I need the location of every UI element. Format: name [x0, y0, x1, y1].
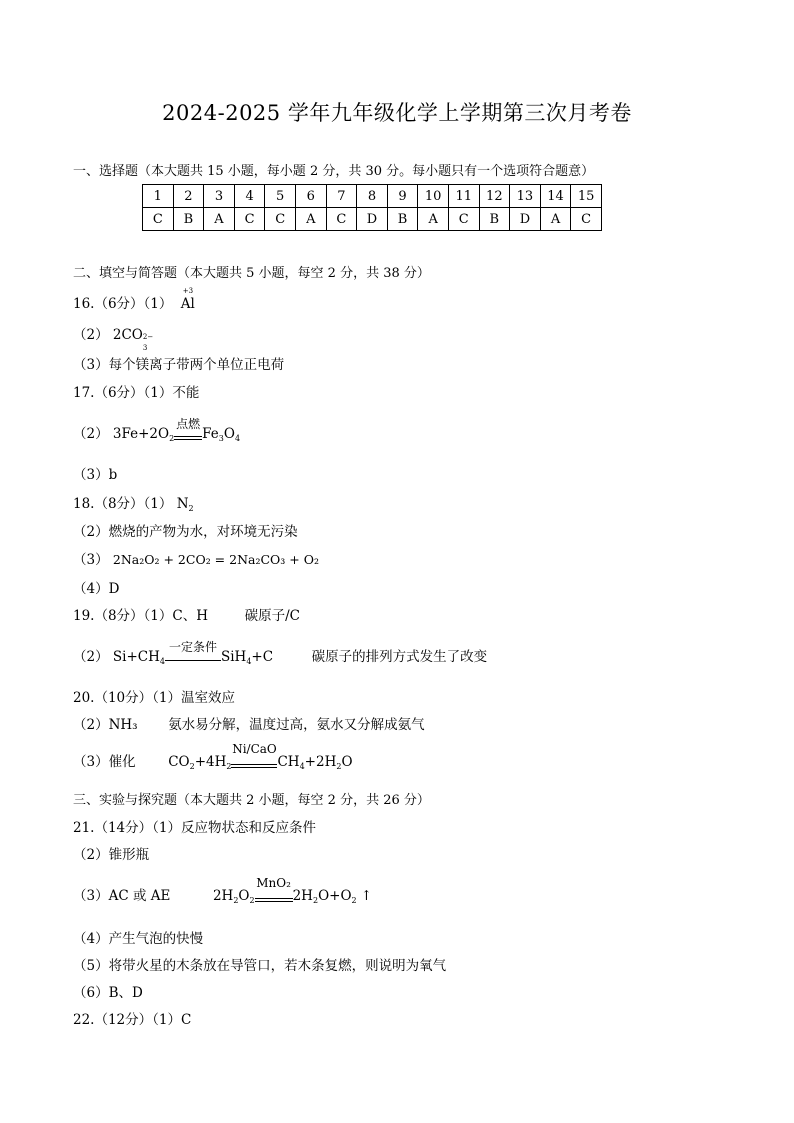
question-number: 7 — [326, 185, 357, 208]
q20-part1: 20.（10分）（1）温室效应 — [73, 690, 235, 706]
formula-sub: 3 — [142, 344, 148, 352]
answer-table — [142, 184, 602, 231]
question-number: 8 — [357, 185, 388, 208]
reaction-condition: 一定条件 — [168, 640, 217, 654]
reaction-condition: MnO₂ — [256, 876, 291, 890]
question-number: 3 — [204, 185, 235, 208]
question-number: 13 — [510, 185, 541, 208]
equation-right: Fe — [202, 426, 219, 442]
question-number: 10 — [418, 185, 449, 208]
question-number: 12 — [479, 185, 510, 208]
formula-sub: 4 — [234, 434, 241, 443]
q18-part1 — [73, 492, 194, 513]
formula-sub: 4 — [246, 657, 252, 666]
formula-sub: 2 — [351, 896, 357, 905]
reaction-line — [165, 660, 221, 663]
equation-right-end: +2H — [304, 754, 337, 770]
charge-sup: 2− — [142, 333, 154, 341]
answer-cell: C — [234, 208, 265, 231]
q21-part6: （6）B、D — [73, 985, 143, 1001]
answer-cell: A — [418, 208, 449, 231]
question-number: 2 — [173, 185, 204, 208]
nitrogen-formula: N — [176, 496, 189, 512]
valence-label: +3 — [182, 287, 194, 295]
peroxide-equation: 2Na₂O₂ + 2CO₂ = 2Na₂CO₃ + O₂ — [112, 552, 319, 567]
q17-part2 — [73, 417, 241, 443]
equation-right-o: O — [223, 426, 235, 442]
q16-part2-label: （2） — [73, 327, 109, 343]
formula-sub: 4 — [159, 657, 165, 666]
q19-part1-text: 19.（8分）（1）C、H — [73, 608, 208, 624]
q21-part1: 21.（14分）（1）反应物状态和反应条件 — [73, 820, 316, 836]
equation-right-o: O — [341, 754, 353, 770]
q17-part3: （3）b — [73, 467, 118, 483]
q19-part1 — [73, 604, 300, 624]
answer-cell: A — [540, 208, 571, 231]
answer-cell: C — [143, 208, 174, 231]
q20-part3 — [73, 742, 353, 771]
page-title: 2024-2025 学年九年级化学上学期第三次月考卷 — [162, 101, 632, 125]
formula-sub: 3 — [218, 434, 224, 443]
answer-cell: B — [173, 208, 204, 231]
answer-table-number-row — [143, 185, 602, 208]
q18-part3 — [73, 548, 319, 568]
q18-part2: （2）燃烧的产物为水，对环境无污染 — [73, 524, 298, 540]
formula-sub: 2 — [233, 896, 239, 905]
formula-sub: 2 — [169, 434, 175, 443]
equation-right: SiH — [220, 649, 247, 665]
q18-part3-label: （3） — [73, 552, 109, 568]
answer-cell: C — [571, 208, 602, 231]
q17-part2-label: （2） — [73, 426, 109, 442]
equation-left-o: O — [238, 888, 250, 904]
q16-part3: （3）每个镁离子带两个单位正电荷 — [73, 357, 285, 373]
question-number: 14 — [540, 185, 571, 208]
formula-sub: 4 — [299, 762, 305, 771]
answer-cell: B — [387, 208, 418, 231]
formula-sub: 2 — [336, 762, 342, 771]
aluminum-symbol: Al — [180, 296, 195, 312]
formula-sub: 2 — [226, 762, 232, 771]
carbonate-formula: 2CO — [112, 327, 143, 343]
equation-right: CH — [277, 754, 300, 770]
equation-right: 2H — [292, 888, 313, 904]
equation-left: Si+CH — [112, 649, 160, 665]
formula-sub: 2 — [312, 896, 319, 905]
q21-part3-text: （3）AC 或 AE — [73, 888, 171, 904]
question-number: 6 — [295, 185, 326, 208]
q16-part1 — [73, 287, 195, 312]
equals-bar — [231, 764, 277, 768]
q22-part1: 22.（12分）（1）C — [73, 1012, 192, 1028]
q19-part1-answer-b: 碳原子/C — [244, 608, 300, 624]
equals-bar — [174, 436, 202, 440]
equation-left: 2H — [212, 888, 234, 904]
formula-sub: 2 — [188, 504, 194, 513]
q16-head: 16.（6分）（1） — [73, 296, 173, 312]
q18-part4: （4）D — [73, 581, 120, 597]
answer-cell: D — [357, 208, 388, 231]
question-number: 1 — [143, 185, 174, 208]
reaction-condition: Ni/CaO — [232, 742, 277, 756]
formula-sub: 2 — [249, 896, 255, 905]
equation-left: CO — [168, 754, 190, 770]
answer-cell: A — [204, 208, 235, 231]
q19-part2 — [73, 640, 488, 666]
equation-right-end: +C — [251, 649, 274, 665]
section-3-heading: 三、实验与探究题（本大题共 2 小题，每空 2 分，共 26 分） — [73, 793, 430, 808]
formula-sub: 2 — [189, 762, 195, 771]
q21-part2: （2）锥形瓶 — [73, 847, 150, 863]
question-number: 15 — [571, 185, 602, 208]
q20-part2 — [73, 713, 425, 733]
answer-cell: D — [510, 208, 541, 231]
equation-right-end: O+O — [318, 888, 352, 904]
question-number: 5 — [265, 185, 296, 208]
q20-part3-text: （3）催化 — [73, 754, 136, 770]
q19-part2-answer-b: 碳原子的排列方式发生了改变 — [311, 649, 488, 665]
gas-arrow-icon: ↑ — [360, 888, 373, 904]
answer-cell: C — [326, 208, 357, 231]
equation-left-end: +4H — [194, 754, 227, 770]
q17-part1: 17.（6分）（1）不能 — [73, 385, 200, 401]
q21-part4: （4）产生气泡的快慢 — [73, 931, 204, 947]
answer-cell: B — [479, 208, 510, 231]
q21-part5: （5）将带火星的木条放在导管口，若木条复燃，则说明为氧气 — [73, 958, 447, 974]
equation-left: 3Fe+2O — [112, 426, 170, 442]
answer-cell: C — [265, 208, 296, 231]
section-1-heading: 一、选择题（本大题共 15 小题，每小题 2 分，共 30 分。每小题只有一个选项符合题意） — [73, 164, 595, 179]
q20-part2-text: （2）NH₃ — [73, 717, 138, 733]
q18-head: 18.（8分）（1） — [73, 496, 173, 512]
answer-cell: C — [448, 208, 479, 231]
q16-part2 — [73, 323, 154, 352]
reaction-condition: 点燃 — [176, 417, 201, 431]
q20-part2-answer-b: 氨水易分解，温度过高，氨水又分解成氨气 — [168, 717, 425, 733]
section-2-heading: 二、填空与简答题（本大题共 5 小题，每空 2 分，共 38 分） — [73, 266, 430, 281]
q21-part3 — [73, 876, 373, 905]
answer-table-answer-row — [143, 208, 602, 231]
question-number: 9 — [387, 185, 418, 208]
equals-bar — [255, 898, 293, 902]
q19-part2-label: （2） — [73, 649, 109, 665]
question-number: 4 — [234, 185, 265, 208]
answer-cell: A — [295, 208, 326, 231]
question-number: 11 — [448, 185, 479, 208]
